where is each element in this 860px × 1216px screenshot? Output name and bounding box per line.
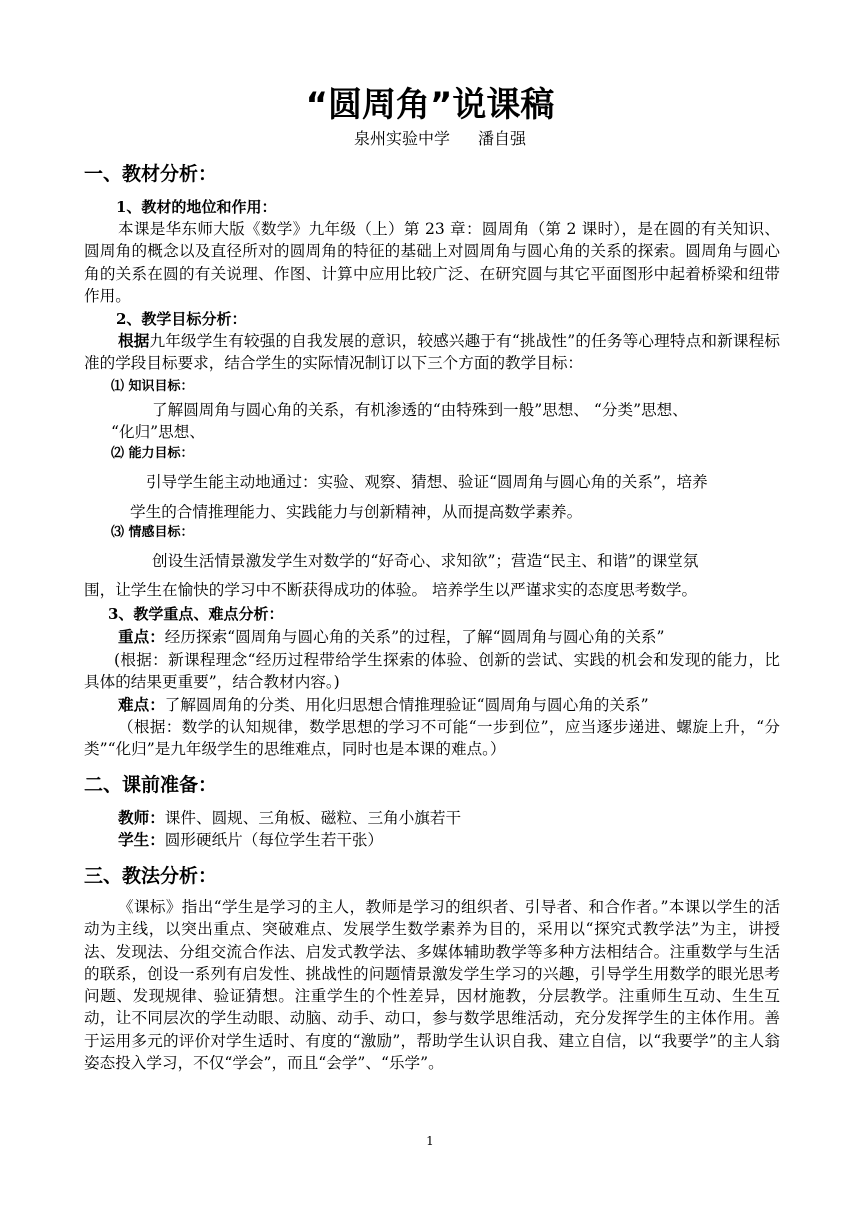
difficult-point-label: 难点： [118,695,165,714]
emotion-objective-line-1: 创设生活情景激发学生对数学的“好奇心、求知欲”；营造“民主、和谐”的课堂氛 [152,552,699,570]
section-heading-2: 二、课前准备： [84,774,218,796]
difficult-point-text: 了解圆周角的分类、用化归思想合情推理验证“圆周角与圆心角的关系” [164,696,649,714]
basis-label: 根据 [118,331,150,350]
objectives-text: 九年级学生有较强的自我发展的意识，较感兴趣于有“挑战性”的任务等心理特点和新课程标准的学段目标要求，结合学生的实际情况制订以下三个方面的教学目标： [84,332,780,373]
knowledge-objective-line-2: “化归”思想、 [111,423,205,441]
teacher-preparation [118,807,461,829]
key-point-basis: (根据：新课程理念“经历过程带给学生探索的体验、创新的尝试、实践的机会和发现的能力，比具体的结果更重要”，结合教材内容。) [84,651,780,692]
paragraph-teaching-methods: 《课标》指出“学生是学习的主人，教师是学习的组织者、引导者、和合作者。”本课以学生的活动为主线，以突出重点、突破难点、发展学生数学素养为目的，采用以“探究式教学法”为主，讲授法、发现法、分组交流合作法、启发式教学法、多媒体辅助教学等多种方法相结合。注重数学与生活的联系，创设一系列有启发性、挑战性的问题情景激发学生学习的兴趣，引导学生用数学的眼光思考问题、发现规律、验证猜想。注重学生的个性差异，因材施教，分层教学。注重师生互动、生生互动，让不同层次的学生动眼、动脑、动手、动口，参与数学思维活动，充分发挥学生的主体作用。善于运用多元的评价对学生适时、有度的“激励”，帮助学生认识自我、建立自信，以“我要学”的主人翁姿态投入学习，不仅“学会”，而且“会学”、“乐学”。 [84,898,780,1073]
ability-objective-line-1: 引导学生能主动地通过：实验、观察、猜想、验证“圆周角与圆心角的关系”，培养 [146,473,708,491]
author-line [0,128,860,150]
page-number: 1 [426,1134,434,1148]
key-point-line [118,626,665,648]
key-point-label: 重点： [118,627,165,646]
emotion-objective-heading: ⑶ 情感目标： [111,525,194,540]
subheading-1-3: 3、教学重点、难点分析： [108,605,284,623]
difficult-point-line [118,694,649,716]
knowledge-objective-heading: ⑴ 知识目标： [111,379,194,394]
teacher-materials: 课件、圆规、三角板、磁粒、三角小旗若干 [164,809,462,827]
paragraph-position-role: 本课是华东师大版《数学》九年级（上）第 23 章：圆周角（第 2 课时），是在圆的有关知识、圆周角的概念以及直径所对的圆周角的特征的基础上对圆周角与圆心角的关系的探索。圆周角与圆心角的关系在圆的有关说理、作图、计算中应用比较广泛、在研究圆与其它平面图形中起着桥梁和纽带作用。 [84,220,780,305]
author-name: 潘自强 [478,129,527,148]
document-title: “圆周角”说课稿 [305,85,555,125]
difficult-point-basis: （根据：数学的认知规律，数学思想的学习不可能“一步到位”，应当逐步递进、螺旋上升，“分类”“化归”是九年级学生的思维难点，同时也是本课的难点。） [84,718,780,759]
ability-objective-heading: ⑵ 能力目标： [111,446,194,461]
section-heading-3: 三、教法分析： [84,865,218,887]
student-materials: 圆形硬纸片（每位学生若干张） [164,831,384,849]
student-preparation [118,829,383,851]
school-name: 泉州实验中学 [353,129,450,148]
section-heading-1: 一、教材分析： [84,163,218,185]
teacher-label: 教师： [118,808,165,827]
student-label: 学生： [118,830,165,849]
emotion-objective-line-2: 围，让学生在愉快的学习中不断获得成功的体验。 培养学生以严谨求实的态度思考数学。 [84,581,698,599]
knowledge-objective-line-1: 了解圆周角与圆心角的关系，有机渗透的“由特殊到一般”思想、 “分类”思想、 [152,401,688,419]
subheading-1-2: 2、教学目标分析： [116,310,247,328]
key-point-text: 经历探索“圆周角与圆心角的关系”的过程，了解“圆周角与圆心角的关系” [164,628,665,646]
paragraph-objectives [84,330,780,375]
subheading-1-1: 1、教材的地位和作用： [116,198,277,216]
ability-objective-line-2: 学生的合情推理能力、实践能力与创新精神，从而提高数学素养。 [130,503,583,521]
